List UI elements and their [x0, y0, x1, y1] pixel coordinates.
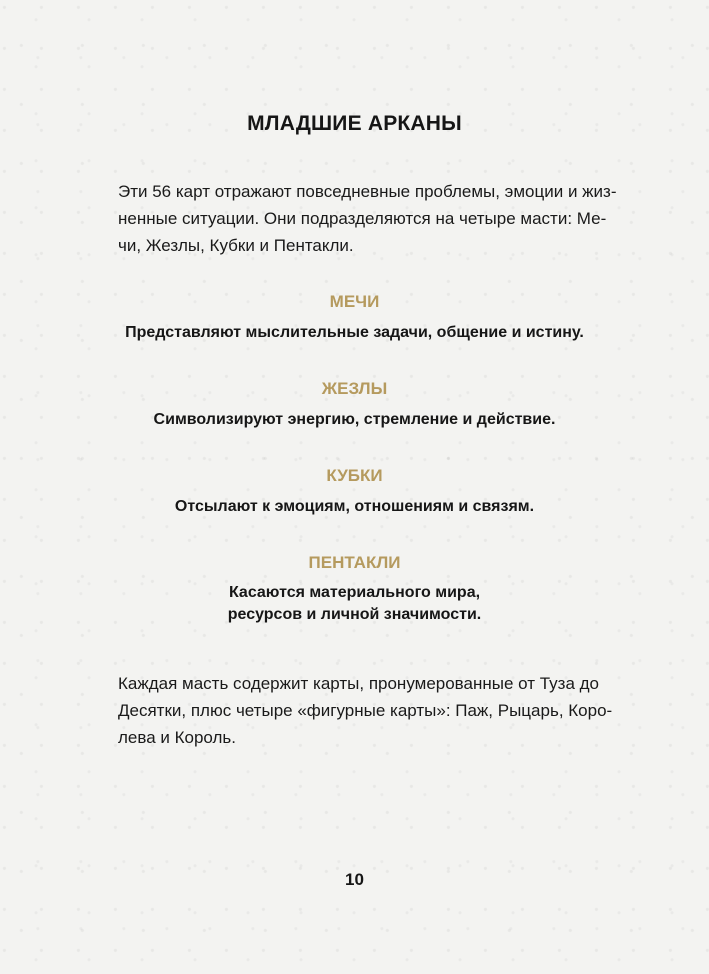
suit-section-pentacles [0, 552, 709, 626]
suit-description-line: Представляют мыслительные задачи, общение и истину. [125, 324, 584, 341]
suit-description-cups [0, 496, 709, 518]
outro-line: лева и Король. [118, 728, 237, 747]
suit-heading-cups: КУБКИ [326, 466, 383, 485]
suit-heading-pentacles: ПЕНТАКЛИ [308, 553, 401, 572]
suit-heading-swords: МЕЧИ [329, 292, 380, 311]
page-number: 10 [345, 870, 364, 889]
suit-description-line: Касаются материального мира, [228, 584, 481, 601]
suit-description-line: Отсылают к эмоциям, отношениям и связям. [174, 498, 535, 515]
suit-heading-wands: ЖЕЗЛЫ [321, 379, 388, 398]
suit-section-swords [0, 291, 709, 344]
suit-description-pentacles [0, 582, 709, 626]
intro-line: ненные ситуации. Они подразделяются на четыре масти: Ме- [118, 209, 607, 228]
suit-section-cups [0, 465, 709, 518]
intro-paragraph [118, 178, 617, 259]
outro-paragraph [118, 670, 613, 751]
outro-line: Десятки, плюс четыре «фигурные карты»: Паж, Рыцарь, Коро- [118, 701, 613, 720]
outro-line: Каждая масть содержит карты, пронумерованные от Туза до [118, 674, 600, 693]
suit-description-swords [0, 322, 709, 344]
suit-section-wands [0, 378, 709, 431]
page-title: МЛАДШИЕ АРКАНЫ [247, 112, 462, 135]
suit-description-line: ресурсов и личной значимости. [227, 606, 482, 623]
intro-line: Эти 56 карт отражают повседневные проблемы, эмоции и жиз- [118, 182, 617, 201]
suit-description-wands [0, 409, 709, 431]
intro-line: чи, Жезлы, Кубки и Пентакли. [118, 236, 354, 255]
suit-description-line: Символизируют энергию, стремление и действие. [153, 411, 556, 428]
